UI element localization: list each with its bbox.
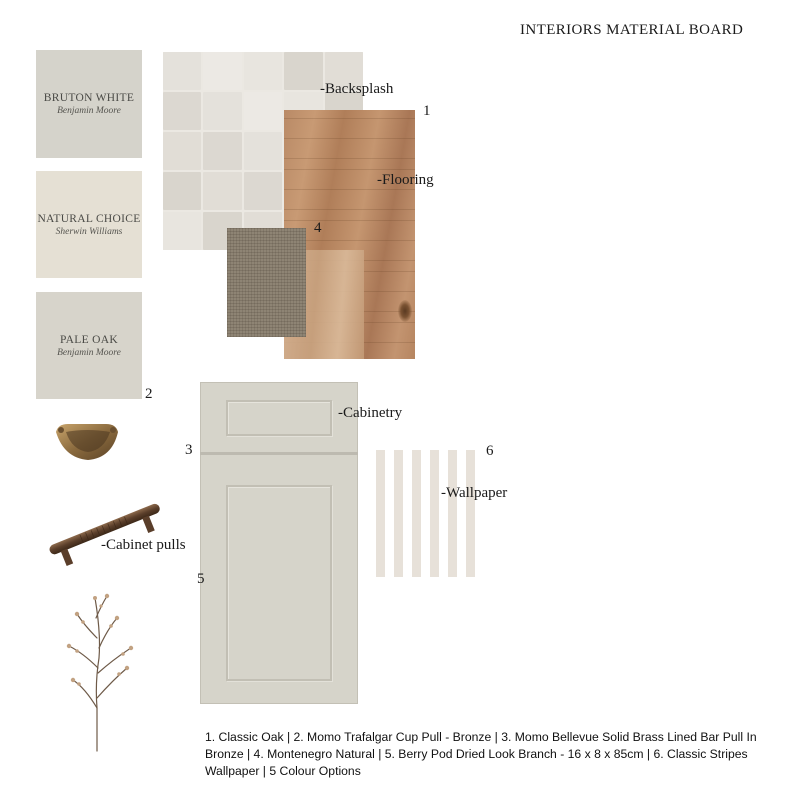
swatch-name: PALE OAK (60, 333, 118, 346)
label-flooring: -Flooring (377, 172, 434, 188)
cabinet-rail (200, 452, 358, 455)
backsplash-tile (203, 52, 241, 90)
swatch-name: NATURAL CHOICE (37, 212, 141, 225)
backsplash-tile (163, 172, 201, 210)
wallpaper-stripe (448, 450, 457, 577)
wallpaper-stripe (412, 450, 421, 577)
wallpaper-stripe (430, 450, 439, 577)
linen-fabric-sample (227, 228, 306, 337)
cabinet-drawer-panel (226, 400, 332, 436)
board-title: INTERIORS MATERIAL BOARD (520, 22, 744, 38)
label-backsplash: -Backsplash (320, 81, 394, 97)
label-wallpaper: -Wallpaper (441, 485, 508, 501)
paint-swatch-natural-choice (36, 171, 142, 278)
backsplash-tile (244, 132, 282, 170)
wallpaper-stripe (376, 450, 385, 577)
wallpaper-stripe (466, 450, 475, 577)
backsplash-tile (203, 132, 241, 170)
backsplash-tile (244, 172, 282, 210)
swatch-name: BRUTON WHITE (43, 92, 135, 104)
label-cabinet-pulls: -Cabinet pulls (101, 537, 186, 553)
wood-grain-line (284, 220, 415, 221)
number-5: 5 (197, 571, 205, 587)
backsplash-tile (244, 52, 282, 90)
paint-swatch-pale-oak (36, 292, 142, 399)
dried-branch-icon (55, 588, 145, 753)
backsplash-tile (284, 52, 322, 90)
swatch-brand: Benjamin Moore (57, 106, 121, 116)
backsplash-tile (163, 212, 201, 250)
backsplash-tile (203, 172, 241, 210)
backsplash-tile (163, 92, 201, 130)
backsplash-tile (203, 92, 241, 130)
wood-grain-line (284, 118, 415, 119)
backsplash-tile (163, 52, 201, 90)
wood-grain-line (284, 209, 415, 210)
number-1: 1 (423, 103, 431, 119)
wood-grain-line (284, 158, 415, 159)
label-cabinetry: -Cabinetry (338, 405, 403, 421)
wood-grain-line (284, 169, 415, 170)
bar-pull-icon (40, 490, 170, 570)
swatch-brand: Sherwin Williams (55, 226, 123, 237)
materials-caption: 1. Classic Oak | 2. Momo Trafalgar Cup Pull - Bronze | 3. Momo Bellevue Solid Brass Lined Bar Pull In Bronze | 4. Montenegro Natural | 5. Berry Pod Dried Look Branch - 16 x 8 x 85cm | 6. Classic Stripes Wallpaper | 5 Colour Options (205, 730, 757, 778)
number-6: 6 (486, 443, 494, 459)
number-3: 3 (185, 442, 193, 458)
number-4: 4 (314, 220, 322, 236)
swatch-brand: Benjamin Moore (57, 347, 121, 358)
wood-grain-line (284, 189, 415, 190)
cabinet-door-panel (226, 485, 332, 681)
backsplash-tile (163, 132, 201, 170)
wallpaper-stripe (394, 450, 403, 577)
cup-pull-icon (52, 418, 122, 468)
paint-swatch-bruton-white (36, 50, 142, 158)
number-2: 2 (145, 386, 153, 402)
wood-grain-line (284, 138, 415, 139)
backsplash-tile (244, 92, 282, 130)
wood-knot (398, 300, 412, 322)
